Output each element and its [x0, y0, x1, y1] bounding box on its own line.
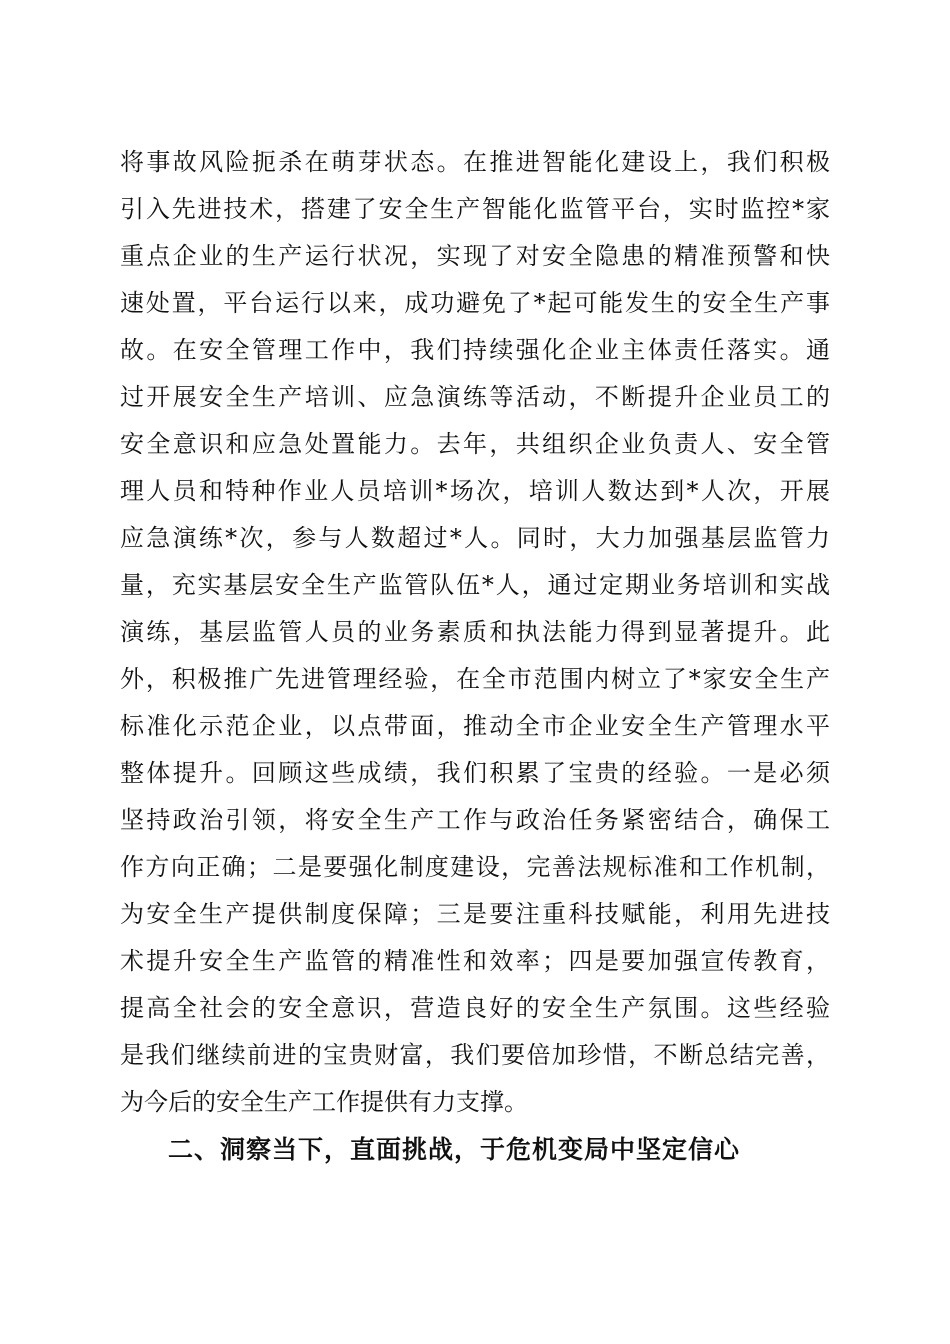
body-text-line: 演练，基层监管人员的业务素质和执法能力得到显著提升。此	[120, 618, 830, 646]
body-text-line: 作方向正确；二是要强化制度建设，完善法规标准和工作机制，	[120, 853, 830, 881]
body-text-line: 重点企业的生产运行状况，实现了对安全隐患的精准预警和快	[120, 242, 830, 270]
body-text-line: 外，积极推广先进管理经验，在全市范围内树立了*家安全生产	[120, 665, 830, 693]
body-text-line: 量，充实基层安全生产监管队伍*人，通过定期业务培训和实战	[120, 571, 830, 599]
body-text-line: 故。在安全管理工作中，我们持续强化企业主体责任落实。通	[120, 336, 830, 364]
body-text-line: 标准化示范企业，以点带面，推动全市企业安全生产管理水平	[120, 712, 830, 740]
body-text-line: 坚持政治引领，将安全生产工作与政治任务紧密结合，确保工	[120, 806, 830, 834]
body-text-line: 过开展安全生产培训、应急演练等活动，不断提升企业员工的	[120, 383, 830, 411]
body-text-line: 速处置，平台运行以来，成功避免了*起可能发生的安全生产事	[120, 289, 830, 317]
body-text-line: 应急演练*次，参与人数超过*人。同时，大力加强基层监管力	[120, 524, 830, 552]
body-text-line: 是我们继续前进的宝贵财富，我们要倍加珍惜，不断总结完善，	[120, 1041, 830, 1069]
body-text-line: 理人员和特种作业人员培训*场次，培训人数达到*人次，开展	[120, 477, 830, 505]
body-text-line: 引入先进技术，搭建了安全生产智能化监管平台，实时监控*家	[120, 195, 830, 223]
section-heading: 二、洞察当下，直面挑战，于危机变局中坚定信心	[168, 1135, 741, 1164]
body-text-line: 术提升安全生产监管的精准性和效率；四是要加强宣传教育，	[120, 947, 830, 975]
body-text-line: 整体提升。回顾这些成绩，我们积累了宝贵的经验。一是必须	[120, 759, 830, 787]
body-text-line: 为安全生产提供制度保障；三是要注重科技赋能，利用先进技	[120, 900, 830, 928]
body-text-line: 将事故风险扼杀在萌芽状态。在推进智能化建设上，我们积极	[120, 148, 830, 176]
body-text-line-last: 为今后的安全生产工作提供有力支撑。	[120, 1088, 528, 1116]
body-text-line: 提高全社会的安全意识，营造良好的安全生产氛围。这些经验	[120, 994, 830, 1022]
body-text-line: 安全意识和应急处置能力。去年，共组织企业负责人、安全管	[120, 430, 830, 458]
